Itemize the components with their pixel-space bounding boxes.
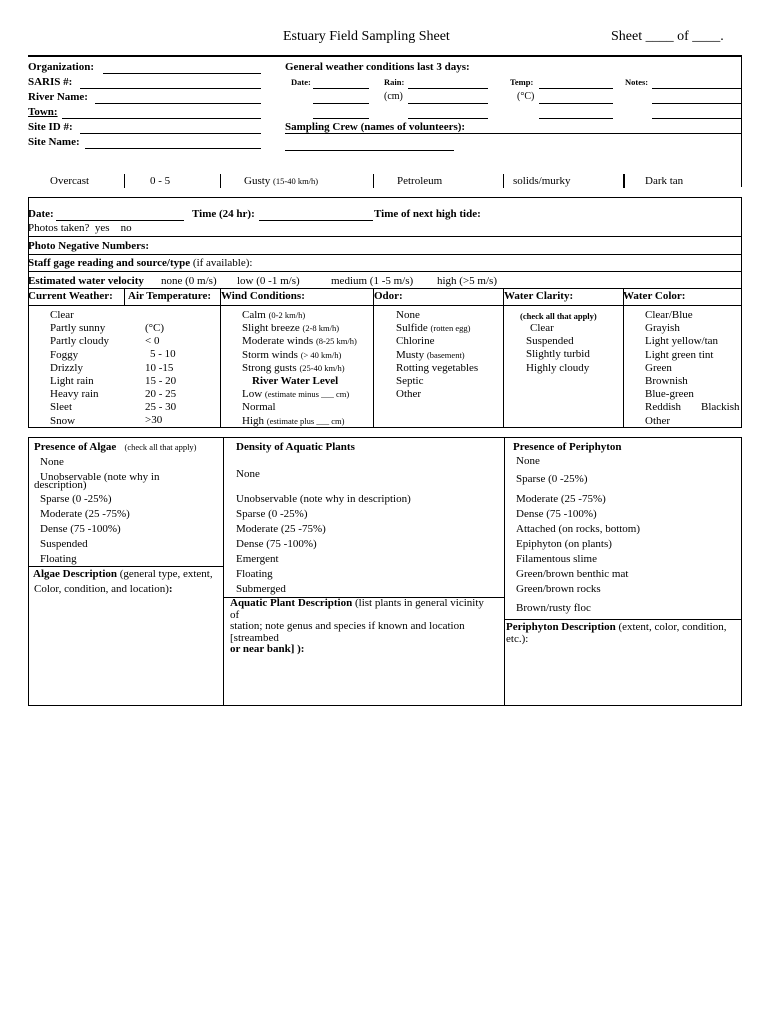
list-item[interactable]: Suspended — [526, 335, 574, 348]
list-item[interactable]: Calm (0-2 km/h) — [242, 309, 306, 321]
organization-field[interactable] — [103, 73, 261, 74]
town-field[interactable] — [62, 118, 261, 119]
list-item[interactable]: Dense (75 -100%) — [40, 523, 121, 535]
site-name-label: Site Name: — [28, 136, 80, 148]
list-item[interactable]: Septic — [396, 375, 424, 388]
list-item[interactable]: Moderate (25 -75%) — [516, 493, 606, 505]
example-temp: 0 - 5 — [150, 175, 171, 187]
town-label: Town: — [28, 106, 58, 118]
list-item[interactable]: Other — [645, 414, 671, 427]
list-item[interactable]: Clear — [530, 322, 554, 334]
list-item[interactable]: Reddish — [645, 401, 682, 414]
list-item[interactable]: Attached (on rocks, bottom) — [516, 523, 641, 535]
site-id-label: Site ID #: — [28, 121, 73, 133]
list-item[interactable]: Epiphyton (on plants) — [516, 538, 612, 550]
river-name-field[interactable] — [95, 103, 261, 104]
list-item[interactable]: Rotting vegetables — [396, 361, 479, 374]
rain-unit: (cm) — [384, 91, 403, 102]
list-item[interactable]: Chlorine — [396, 335, 435, 348]
color-head: Water Color: — [623, 290, 686, 302]
plants-none[interactable]: None — [236, 468, 260, 480]
weather-rain-field[interactable] — [408, 88, 488, 89]
periphyton-sparse[interactable]: Sparse (0 -25%) — [516, 473, 588, 485]
list-item[interactable]: Strong gusts (25-40 km/h) — [242, 361, 345, 374]
algae-description-note: Color, condition, and location): — [34, 583, 173, 595]
list-item[interactable]: Partly cloudy — [50, 335, 109, 348]
periphyton-head: Presence of Periphyton — [513, 441, 622, 453]
sampling-crew-field[interactable] — [285, 133, 742, 134]
list-item[interactable]: Sulfide (rotten egg) — [396, 322, 471, 335]
list-item[interactable]: Emergent — [236, 553, 279, 565]
current-weather-list — [50, 309, 109, 428]
wind-list — [242, 309, 357, 428]
photos-taken: Photos taken? yes no — [28, 222, 132, 234]
periphyton-none[interactable]: None — [516, 455, 540, 467]
list-item[interactable]: Foggy — [50, 348, 79, 361]
list-item[interactable]: Musty (basement) — [396, 348, 465, 361]
photo-negative-label: Photo Negative Numbers: — [28, 240, 149, 252]
list-item[interactable]: Grayish — [645, 322, 680, 335]
weather-temp-label: Temp: — [510, 77, 534, 87]
list-item[interactable]: Green/brown benthic mat — [516, 568, 629, 580]
list-item[interactable]: Moderate winds (8-25 km/h) — [242, 335, 357, 348]
list-item[interactable]: Filamentous slime — [516, 553, 597, 565]
weather-notes-label: Notes: — [625, 77, 649, 87]
list-item[interactable]: Heavy rain — [50, 388, 99, 401]
weather-date-label: Date: — [291, 77, 311, 87]
list-item[interactable]: Light rain — [50, 375, 94, 388]
weather-rain-label: Rain: — [384, 77, 405, 87]
list-item[interactable]: Snow — [50, 414, 76, 427]
wind-head: Wind Conditions: — [221, 290, 305, 302]
page-title: Estuary Field Sampling Sheet — [283, 29, 450, 44]
list-item[interactable]: Light yellow/tan — [645, 335, 719, 348]
list-item[interactable]: Suspended — [40, 538, 88, 550]
velocity-none[interactable]: none (0 m/s) — [161, 275, 217, 287]
list-item[interactable]: Green/brown rocks — [516, 583, 601, 595]
staff-gage-label: Staff gage reading and source/type (if available): — [28, 257, 253, 269]
algae-head: Presence of Algae (check all that apply) — [34, 441, 197, 453]
weather-notes-field[interactable] — [652, 88, 742, 89]
list-item[interactable]: Sleet — [50, 401, 72, 414]
list-item[interactable]: Sparse (0 -25%) — [236, 508, 308, 520]
list-item[interactable]: Partly sunny — [50, 322, 106, 335]
algae-list-2 — [40, 492, 130, 567]
plants-list — [236, 492, 411, 597]
river-low[interactable]: Low (estimate minus ___ cm) — [242, 388, 350, 401]
list-item[interactable]: Moderate (25 -75%) — [40, 508, 130, 520]
list-item[interactable]: Slightly turbid — [526, 348, 590, 361]
site-id-field[interactable] — [80, 133, 261, 134]
velocity-high[interactable]: high (>5 m/s) — [437, 275, 497, 287]
obs-time-label: Time (24 hr): — [192, 208, 255, 220]
photos-yes[interactable]: yes — [94, 222, 110, 234]
list-item[interactable]: 10 -15 — [145, 361, 174, 374]
list-item[interactable]: 25 - 30 — [145, 401, 177, 414]
list-item[interactable]: Dense (75 -100%) — [236, 538, 317, 550]
site-name-field[interactable] — [85, 148, 261, 149]
list-item[interactable]: 5 - 10 — [150, 348, 176, 361]
periphyton-brown-floc[interactable]: Brown/rusty floc — [516, 602, 591, 614]
river-high[interactable]: High (estimate plus ___ cm) — [242, 414, 345, 427]
weather-temp-field[interactable] — [539, 88, 613, 89]
clarity-list — [526, 322, 590, 375]
plant-description-label: Aquatic Plant Description (list plants in general vicinity of station; note genus and species if known and location [streambed or near bank] ): — [230, 597, 484, 655]
periphyton-list — [516, 492, 640, 597]
list-item[interactable]: None — [396, 309, 420, 321]
sampling-crew-label: Sampling Crew (names of volunteers): — [285, 121, 466, 133]
velocity-medium[interactable]: medium (1 -5 m/s) — [331, 275, 414, 287]
list-item[interactable]: Clear/Blue — [645, 309, 693, 321]
velocity-label: Estimated water velocity — [28, 275, 144, 287]
list-item[interactable]: Blue-green — [645, 388, 694, 401]
algae-desc-note: description) — [34, 479, 87, 491]
obs-date-label: Date: — [28, 208, 54, 220]
list-item[interactable]: None — [40, 456, 64, 468]
list-item[interactable]: Moderate (25 -75%) — [236, 523, 326, 535]
list-item[interactable]: Other — [396, 388, 422, 401]
plants-head: Density of Aquatic Plants — [236, 441, 355, 453]
weather-date-field[interactable] — [313, 88, 369, 89]
river-name-label: River Name: — [28, 91, 88, 103]
list-item[interactable]: 20 - 25 — [145, 388, 177, 401]
example-odor: Petroleum — [397, 175, 443, 187]
saris-field[interactable] — [80, 88, 261, 89]
list-item[interactable]: Clear — [50, 309, 74, 321]
periphyton-description-label: Periphyton Description (extent, color, condition, etc.): — [506, 621, 727, 645]
river-normal[interactable]: Normal — [242, 401, 276, 414]
list-item[interactable]: Unobservable (note why in description) — [236, 493, 411, 505]
obs-date-field[interactable] — [56, 220, 184, 221]
velocity-low[interactable]: low (0 -1 m/s) — [237, 275, 300, 287]
air-temp-head: Air Temperature: — [128, 290, 211, 302]
list-item[interactable]: Submerged — [236, 583, 286, 595]
list-item[interactable]: Highly cloudy — [526, 361, 590, 374]
list-item[interactable]: 15 - 20 — [145, 374, 177, 387]
weather-3days-heading: General weather conditions last 3 days: — [285, 61, 470, 73]
temp-unit: (°C) — [517, 91, 535, 102]
list-item[interactable]: Slight breeze (2-8 km/h) — [242, 322, 340, 335]
list-item[interactable]: >30 — [145, 414, 163, 427]
river-level-head: River Water Level — [252, 375, 339, 388]
example-weather: Overcast — [50, 175, 90, 187]
odor-head: Odor: — [374, 290, 403, 302]
list-item[interactable]: Dense (75 -100%) — [516, 508, 597, 520]
organization-label: Organization: — [28, 61, 94, 73]
photos-no[interactable]: no — [120, 222, 132, 234]
air-temp-list — [145, 322, 176, 428]
clarity-note: (check all that apply) — [520, 311, 597, 321]
color-blackish[interactable]: Blackish — [701, 401, 740, 413]
list-item: (°C) — [145, 322, 165, 334]
list-item[interactable]: Storm winds (> 40 km/h) — [242, 348, 342, 361]
obs-time-field[interactable] — [259, 220, 373, 221]
algae-description-label: Algae Description (general type, extent, — [33, 568, 213, 580]
example-wind: Gusty (15-40 km/h) — [244, 175, 319, 187]
list-item[interactable]: < 0 — [145, 335, 160, 348]
list-item[interactable]: Floating — [236, 568, 273, 580]
example-color: Dark tan — [645, 175, 684, 187]
list-item[interactable]: Green — [645, 361, 672, 374]
saris-label: SARIS #: — [28, 76, 73, 88]
list-item[interactable]: Floating — [40, 553, 77, 565]
odor-list — [396, 309, 478, 401]
clarity-head: Water Clarity: — [504, 290, 574, 302]
sheet-number: Sheet ____ of ____. — [611, 29, 724, 44]
current-weather-head: Current Weather: — [28, 290, 113, 302]
list-item[interactable]: Brownish — [645, 375, 688, 388]
list-item[interactable]: Unobservable (note why in — [40, 471, 160, 483]
list-item[interactable]: Sparse (0 -25%) — [40, 493, 112, 505]
next-high-tide-label: Time of next high tide: — [374, 208, 481, 220]
list-item[interactable]: Light green tint — [645, 348, 714, 361]
list-item[interactable]: Drizzly — [50, 361, 83, 374]
example-clarity: solids/murky — [513, 175, 571, 187]
